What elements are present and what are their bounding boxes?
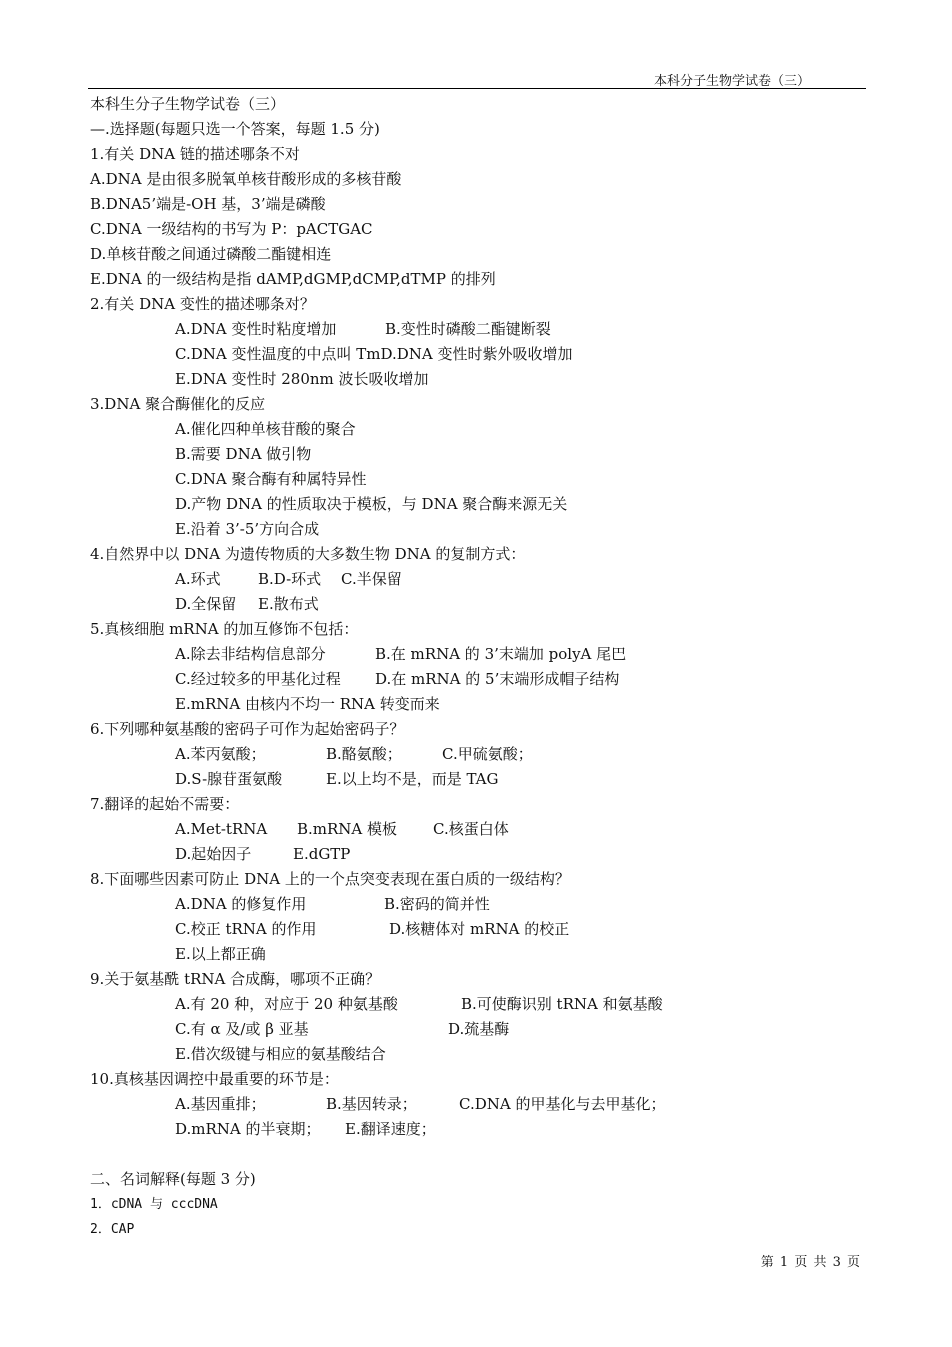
question-stem: 1.有关 DNA 链的描述哪条不对	[90, 145, 300, 163]
option-b: B.D-环式	[258, 570, 322, 588]
option-a: A.除去非结构信息部分	[175, 645, 326, 663]
option-c: C.DNA 聚合酶有种属特异性	[175, 470, 367, 488]
page-number: 第 1 页 共 3 页	[760, 1255, 860, 1270]
question-stem: 2.有关 DNA 变性的描述哪条对？	[90, 295, 315, 313]
option-row	[90, 742, 880, 767]
option-e: E.DNA 的一级结构是指 dAMP,dGMP,dCMP,dTMP 的排列	[90, 270, 496, 288]
question-10	[90, 1067, 880, 1142]
option-row	[90, 1092, 880, 1117]
page-header	[88, 66, 866, 89]
spacer	[90, 1142, 880, 1167]
option-row	[90, 642, 880, 667]
option-d: D.S-腺苷蛋氨酸	[175, 770, 283, 788]
option-row	[90, 917, 880, 942]
option-e: E.以上均不是，而是 TAG	[326, 770, 499, 788]
question-9	[90, 967, 880, 1067]
question-2	[90, 292, 880, 392]
option-d: D.起始因子	[175, 845, 252, 863]
option-row	[90, 317, 880, 342]
section-1-heading: —.选择题(每题只选一个答案，每题 1.5 分)	[90, 120, 380, 138]
question-4	[90, 542, 880, 617]
option-d: D.产物 DNA 的性质取决于模板，与 DNA 聚合酶来源无关	[175, 495, 568, 513]
question-1	[90, 142, 880, 292]
option-row	[90, 667, 880, 692]
option-e: E.DNA 变性时 280nm 波长吸收增加	[175, 370, 429, 388]
option-row	[90, 592, 880, 617]
option-d: D.核糖体对 mRNA 的校正	[389, 920, 570, 938]
option-a: A.Met-tRNA	[175, 820, 268, 838]
question-stem: 10.真核基因调控中最重要的环节是：	[90, 1070, 339, 1088]
term-item-1: 1．cDNA 与 cccDNA	[90, 1197, 218, 1212]
option-a: A.环式	[175, 570, 221, 588]
option-a: A.DNA 的修复作用	[175, 895, 307, 913]
question-stem: 9.关于氨基酰 tRNA 合成酶，哪项不正确？	[90, 970, 381, 988]
option-c: C.核蛋白体	[433, 820, 509, 838]
exam-content	[90, 92, 880, 1242]
option-b: B.变性时磷酸二酯键断裂	[385, 320, 551, 338]
question-stem: 5.真核细胞 mRNA 的加互修饰不包括：	[90, 620, 359, 638]
option-b: B.基因转录；	[326, 1095, 417, 1113]
option-d: D.在 mRNA 的 5’末端形成帽子结构	[375, 670, 620, 688]
option-a: A.DNA 是由很多脱氧单核苷酸形成的多核苷酸	[90, 170, 402, 188]
option-c: C.甲硫氨酸；	[442, 745, 533, 763]
exam-title: 本科生分子生物学试卷（三）	[90, 95, 286, 113]
term-item-2: 2．CAP	[90, 1222, 135, 1237]
question-stem: 6.下列哪种氨基酸的密码子可作为起始密码子？	[90, 720, 405, 738]
option-b: B.酪氨酸；	[326, 745, 402, 763]
option-b: B.可使酶识别 tRNA 和氨基酸	[461, 995, 663, 1013]
option-row	[90, 817, 880, 842]
option-a: A.有 20 种，对应于 20 种氨基酸	[175, 995, 398, 1013]
option-e: E.借次级键与相应的氨基酸结合	[175, 1045, 386, 1063]
option-a: A.DNA 变性时粘度增加	[175, 320, 337, 338]
running-title: 本科分子生物学试卷（三）	[653, 74, 810, 89]
option-row	[90, 767, 880, 792]
option-row	[90, 992, 880, 1017]
question-5	[90, 617, 880, 717]
question-6	[90, 717, 880, 792]
option-e: E.mRNA 由核内不均一 RNA 转变而来	[175, 695, 440, 713]
option-d: D.全保留	[175, 595, 237, 613]
option-b: B.在 mRNA 的 3’末端加 polyA 尾巴	[375, 645, 627, 663]
option-b: B.需要 DNA 做引物	[175, 445, 312, 463]
question-stem: 8.下面哪些因素可防止 DNA 上的一个点突变表现在蛋白质的一级结构？	[90, 870, 570, 888]
option-row	[90, 1117, 880, 1142]
option-c: C.DNA 一级结构的书写为 P：pACTGAC	[90, 220, 373, 238]
option-row	[90, 567, 880, 592]
option-a: A.基因重排；	[175, 1095, 266, 1113]
section-2-heading: 二、名词解释(每题 3 分)	[90, 1170, 256, 1188]
option-c: C.有 α 及/或 β 亚基	[175, 1020, 309, 1038]
question-stem: 3.DNA 聚合酶催化的反应	[90, 395, 266, 413]
option-c: C.半保留	[341, 570, 402, 588]
option-c: C.校正 tRNA 的作用	[175, 920, 317, 938]
option-c: C.DNA 的甲基化与去甲基化；	[459, 1095, 666, 1113]
question-7	[90, 792, 880, 867]
option-row	[90, 1017, 880, 1042]
option-d: D.mRNA 的半衰期；	[175, 1120, 321, 1138]
question-8	[90, 867, 880, 967]
option-c: C.经过较多的甲基化过程	[175, 670, 341, 688]
question-stem: 4.自然界中以 DNA 为遗传物质的大多数生物 DNA 的复制方式：	[90, 545, 526, 563]
option-e: E.沿着 3’-5’方向合成	[175, 520, 320, 538]
option-e: E.散布式	[258, 595, 319, 613]
option-d: D.巯基酶	[448, 1020, 510, 1038]
option-b: B.密码的简并性	[384, 895, 490, 913]
question-stem: 7.翻译的起始不需要：	[90, 795, 240, 813]
option-a: A.催化四种单核苷酸的聚合	[175, 420, 356, 438]
option-cd: C.DNA 变性温度的中点叫 TmD.DNA 变性时紫外吸收增加	[175, 345, 573, 363]
option-b: B.DNA5’端是-OH 基，3’端是磷酸	[90, 195, 326, 213]
option-a: A.苯丙氨酸；	[175, 745, 266, 763]
option-e: E.以上都正确	[175, 945, 266, 963]
option-e: E.dGTP	[293, 845, 351, 863]
option-row	[90, 842, 880, 867]
option-d: D.单核苷酸之间通过磷酸二酯键相连	[90, 245, 332, 263]
option-e: E.翻译速度；	[345, 1120, 436, 1138]
question-3	[90, 392, 880, 542]
option-b: B.mRNA 模板	[297, 820, 398, 838]
option-row	[90, 892, 880, 917]
